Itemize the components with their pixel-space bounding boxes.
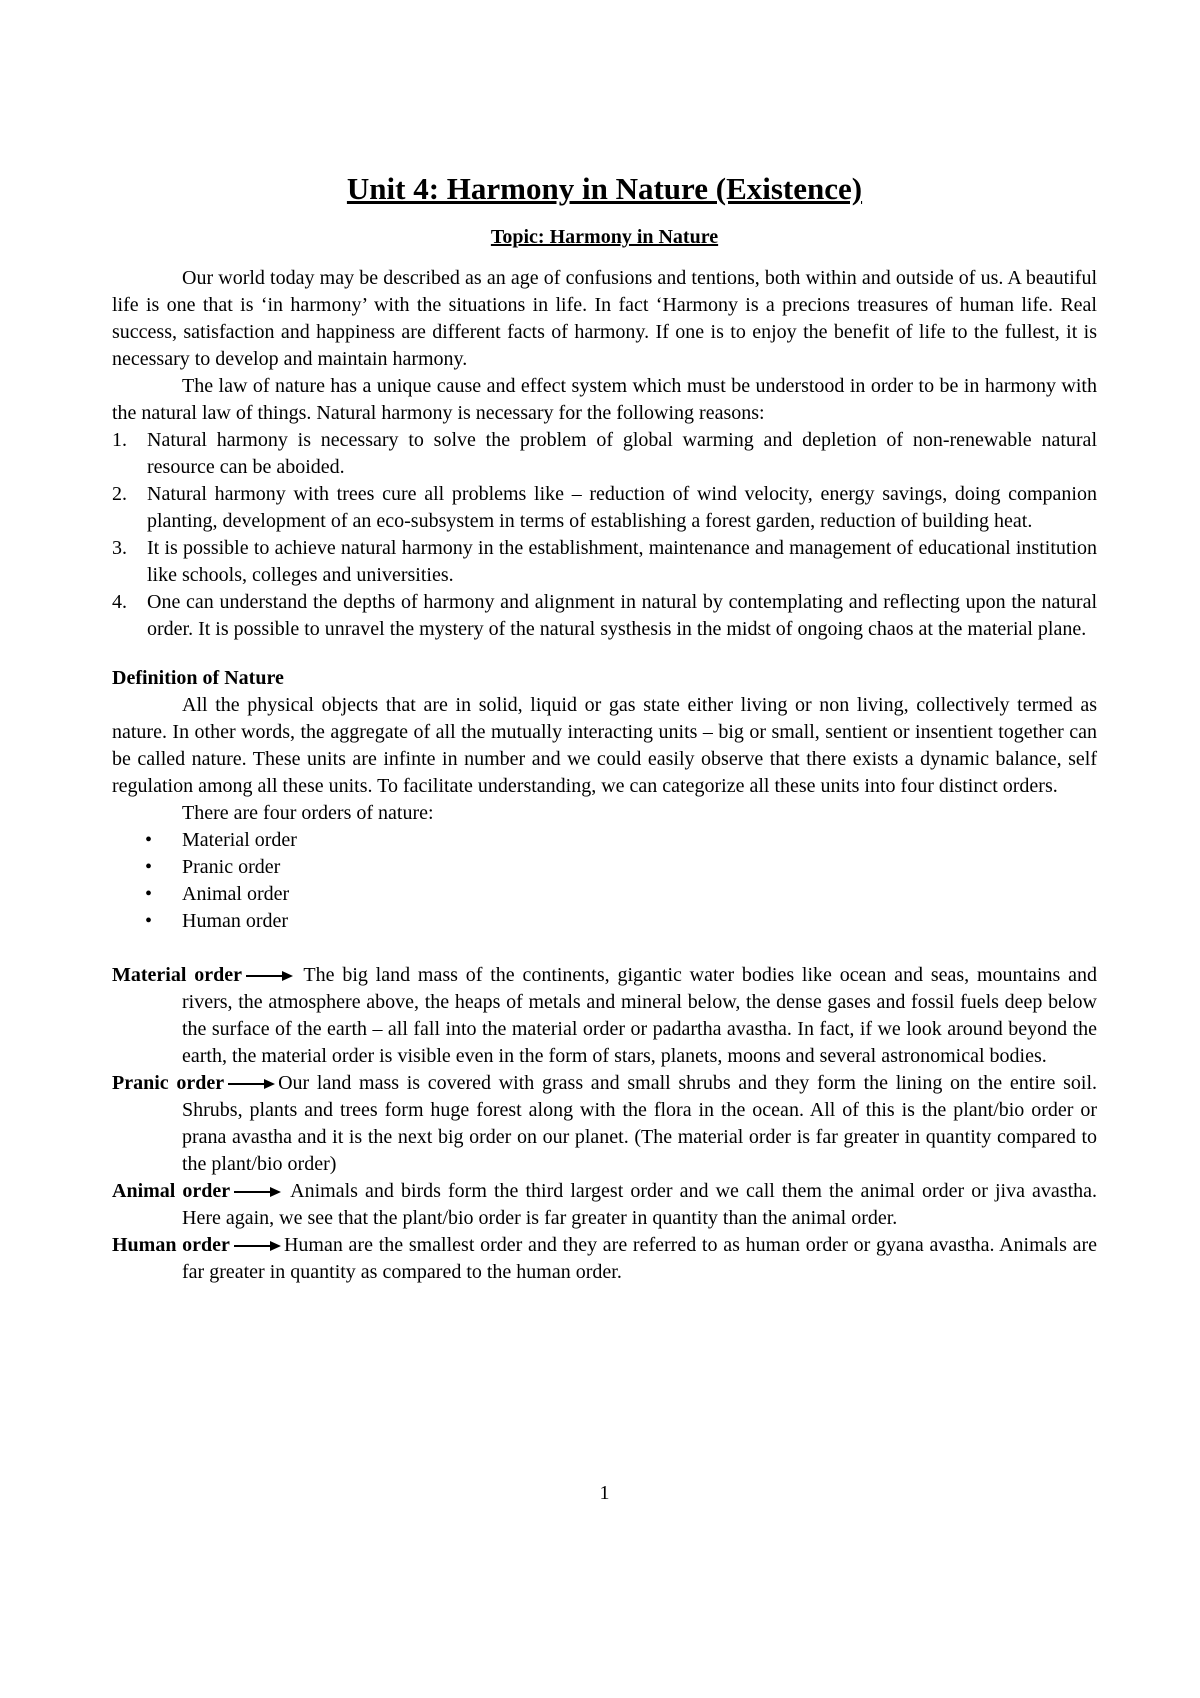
order-detail-animal — [112, 1178, 1097, 1232]
list-item — [112, 535, 1097, 589]
order-detail-human — [112, 1232, 1097, 1286]
reasons-list — [112, 427, 1097, 643]
list-item-text: Animal order — [182, 883, 290, 905]
list-number: 1. — [112, 429, 127, 451]
order-label: Animal order — [112, 1180, 231, 1202]
list-number: 4. — [112, 591, 127, 613]
list-item — [112, 854, 1097, 881]
right-arrow-icon — [244, 970, 294, 982]
list-item-text: Human order — [182, 910, 289, 932]
right-arrow-icon — [232, 1240, 282, 1252]
order-text: The big land mass of the continents, gigantic water bodies like ocean and seas, mountains and rivers, the atmosphere above, the heaps of metals and mineral below, the dense gases and fossil fuels deep below the surface of the earth – all fall into the material order or padartha avastha. In fact, if we look around beyond the earth, the material order is visible even in the form of stars, planets, moons and several astronomical bodies. — [182, 964, 1097, 1067]
order-detail-pranic — [112, 1070, 1097, 1178]
list-item-text: It is possible to achieve natural harmony in the establishment, maintenance and management of educational institution like schools, colleges and universities. — [147, 537, 1097, 586]
intro-paragraph: Our world today may be described as an age of confusions and tentions, both within and outside of us. A beautiful life is one that is ‘in harmony’ with the situations in life. In fact ‘Harmony is a precions treasures of human life. Real success, satisfaction and happiness are different facts of harmony. If one is to enjoy the benefit of life to the fullest, it is necessary to develop and maintain harmony. — [112, 267, 1097, 370]
right-arrow-icon — [226, 1078, 276, 1090]
list-item — [112, 589, 1097, 643]
order-label: Pranic order — [112, 1072, 225, 1094]
order-text: Animals and birds form the third largest order and we call them the animal order or jiva avastha. Here again, we see that the plant/bio order is far greater in quantity than the animal order. — [182, 1180, 1097, 1229]
order-text: Our land mass is covered with grass and small shrubs and they form the lining on the entire soil. Shrubs, plants and trees form huge forest along with the flora in the ocean. All of this is the plant/bio order or prana avastha and it is the next big order on our planet. (The material order is far greater in quantity compared to the plant/bio order) — [182, 1072, 1097, 1175]
definition-heading: Definition of Nature — [112, 667, 284, 689]
order-label: Material order — [112, 964, 242, 986]
list-item — [112, 827, 1097, 854]
document-page — [112, 0, 1098, 1504]
list-item — [112, 908, 1097, 935]
intro-paragraph: The law of nature has a unique cause and effect system which must be understood in order to be in harmony with the natural law of things. Natural harmony is necessary for the following reasons: — [112, 375, 1097, 424]
order-detail-material — [112, 962, 1097, 1070]
list-number: 2. — [112, 483, 127, 505]
list-item — [112, 881, 1097, 908]
list-item — [112, 427, 1097, 481]
bullet-icon: • — [145, 856, 153, 878]
list-item-text: Material order — [182, 829, 297, 851]
definition-paragraph: All the physical objects that are in solid, liquid or gas state either living or non living, collectively termed as nature. In other words, the aggregate of all the mutually interacting units – big or small, sentient or insentient together can be called nature. These units are infinte in number and we could easily observe that there exists a dynamic balance, self regulation among all these units. To facilitate understanding, we can categorize all these units into four distinct orders. — [112, 694, 1097, 797]
orders-intro: There are four orders of nature: — [182, 802, 434, 824]
list-item-text: Natural harmony is necessary to solve the problem of global warming and depletion of non-renewable natural resource can be aboided. — [147, 429, 1097, 478]
order-label: Human order — [112, 1234, 230, 1256]
page-number: 1 — [599, 1482, 610, 1504]
bullet-icon: • — [145, 883, 153, 905]
order-text: Human are the smallest order and they are referred to as human order or gyana avastha. Animals are far greater in quantity as compared to the human order. — [182, 1234, 1098, 1283]
list-item — [112, 481, 1097, 535]
bullet-icon: • — [145, 910, 153, 932]
bullet-icon: • — [145, 829, 153, 851]
list-item-text: Natural harmony with trees cure all problems like – reduction of wind velocity, energy savings, doing companion planting, development of an eco-subsystem in terms of establishing a forest garden, reduction of building heat. — [147, 483, 1097, 532]
topic-heading: Topic: Harmony in Nature — [490, 226, 719, 248]
list-item-text: One can understand the depths of harmony and alignment in natural by contemplating and reflecting upon the natural order. It is possible to unravel the mystery of the natural systhesis in the midst of ongoing chaos at the material plane. — [147, 591, 1097, 640]
list-item-text: Pranic order — [182, 856, 281, 878]
list-number: 3. — [112, 537, 127, 559]
right-arrow-icon — [232, 1186, 282, 1198]
page-title: Unit 4: Harmony in Nature (Existence) — [346, 171, 863, 206]
orders-list — [112, 827, 1097, 935]
